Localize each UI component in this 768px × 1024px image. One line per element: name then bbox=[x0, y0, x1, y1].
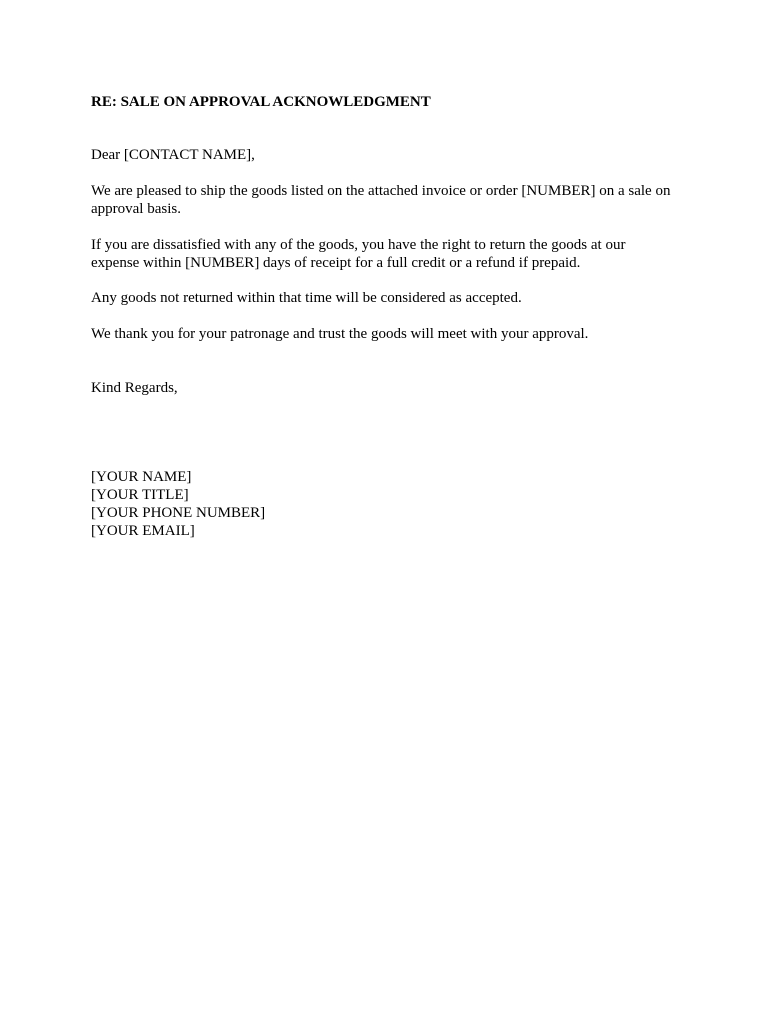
paragraph-acceptance: Any goods not returned within that time will be considered as accepted. bbox=[91, 290, 522, 306]
paragraph-line: We are pleased to ship the goods listed on the attached invoice or order [NUMBER] on a sale on bbox=[91, 183, 671, 199]
letter-title: RE: SALE ON APPROVAL ACKNOWLEDGMENT bbox=[91, 94, 431, 110]
closing: Kind Regards, bbox=[91, 380, 178, 396]
paragraph-line: approval basis. bbox=[91, 201, 181, 217]
paragraph-shipment bbox=[91, 182, 691, 218]
paragraph-line: expense within [NUMBER] days of receipt for a full credit or a refund if prepaid. bbox=[91, 255, 581, 271]
signature-name: [YOUR NAME] bbox=[91, 469, 192, 485]
salutation: Dear [CONTACT NAME], bbox=[91, 147, 255, 163]
paragraph-return-policy bbox=[91, 236, 691, 272]
paragraph-thanks: We thank you for your patronage and trust the goods will meet with your approval. bbox=[91, 326, 589, 342]
paragraph-line: If you are dissatisfied with any of the goods, you have the right to return the goods at our bbox=[91, 237, 626, 253]
signature-email: [YOUR EMAIL] bbox=[91, 523, 195, 539]
signature-title: [YOUR TITLE] bbox=[91, 487, 189, 503]
signature-phone: [YOUR PHONE NUMBER] bbox=[91, 505, 266, 521]
signature-block bbox=[91, 468, 691, 540]
